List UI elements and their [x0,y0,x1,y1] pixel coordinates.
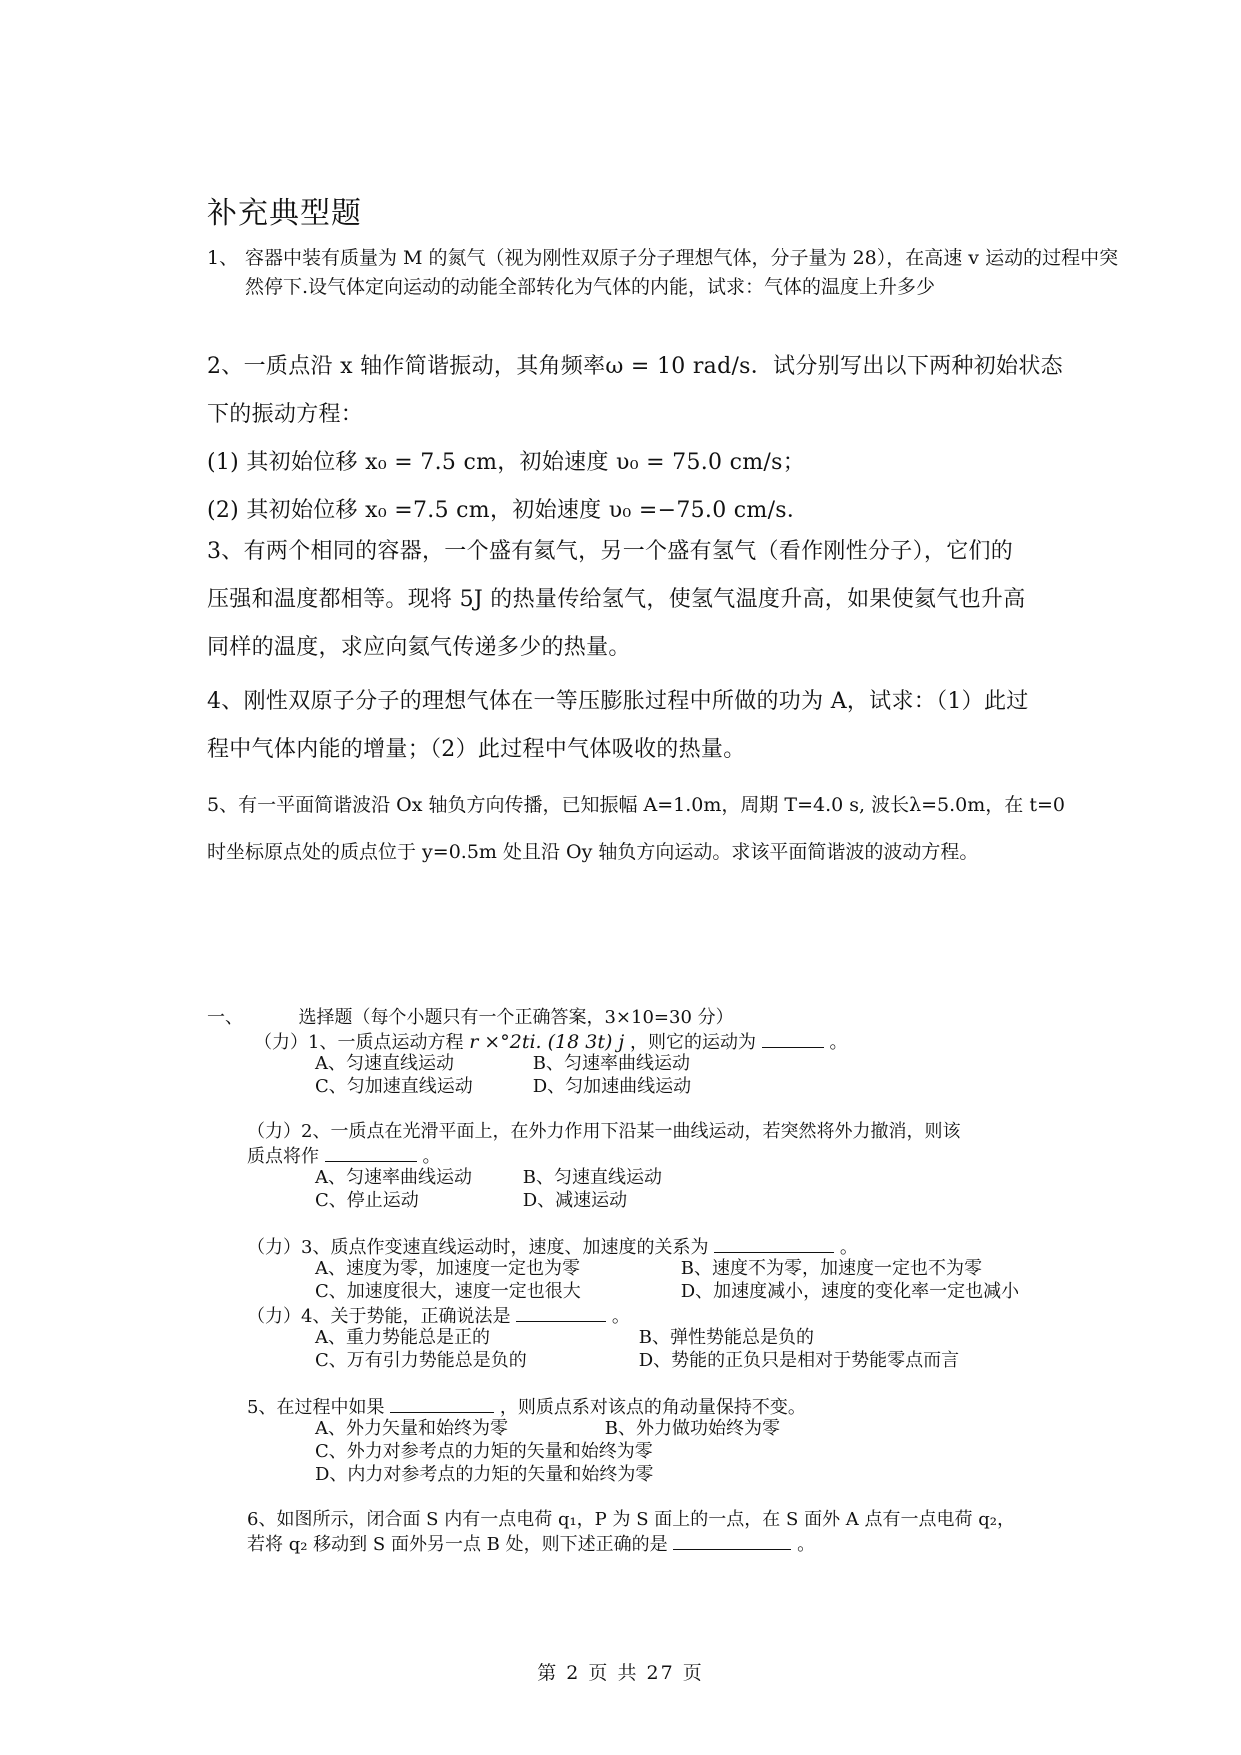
option-d: D、减速运动 [522,1190,628,1211]
option-a: A、匀速率曲线运动 [315,1167,472,1188]
answer-blank [714,1234,834,1253]
choice-question-5-stem: 5、在过程中如果 [247,1397,385,1418]
choice-question-5-option-c [207,1440,1127,1463]
choice-question-1 [207,1029,1127,1052]
question-4-line-2: 程中气体内能的增量；（2）此过程中气体吸收的热量。 [207,737,746,762]
option-a: A、匀速直线运动 [315,1053,454,1074]
section-heading-number: 一、 [207,1007,243,1028]
choice-question-4-options-row-1 [207,1326,1127,1349]
question-4 [207,678,1127,774]
question-2-case-2: (2) 其初始位移 x₀ =7.5 cm，初始速度 υ₀ =−75.0 cm/s． [207,498,810,523]
answer-blank [325,1143,417,1162]
answer-blank [762,1029,824,1048]
choice-question-1-options-row-1 [207,1052,1127,1075]
option-d: D、内力对参考点的力矩的矢量和始终为零 [315,1464,654,1485]
choice-question-2-stem: （力）2、一质点在光滑平面上，在外力作用下沿某一曲线运动，若突然将外力撤消，则该 [247,1121,961,1142]
multiple-choice-section [207,1006,1127,1554]
choice-question-3-options-row-2 [207,1280,1127,1303]
choice-question-4-end: 。 [611,1306,630,1327]
option-b: B、弹性势能总是负的 [638,1327,814,1348]
question-3-line-3: 同样的温度，求应向氦气传递多少的热量。 [207,635,631,660]
option-d: D、匀加速曲线运动 [532,1076,692,1097]
option-c: C、匀加速直线运动 [315,1076,473,1097]
question-5-line-1: 5、有一平面简谐波沿 Ox 轴负方向传播，已知振幅 A=1.0m，周期 T=4.0 s, 波长λ=5.0m，在 t=0 [207,794,1065,816]
choice-question-4 [207,1303,1127,1326]
answer-blank [390,1394,494,1413]
option-b: B、匀速直线运动 [522,1167,662,1188]
choice-question-1-end: 。 [829,1032,848,1053]
choice-question-2 [207,1120,1127,1143]
option-b: B、匀速率曲线运动 [532,1053,690,1074]
question-1-text: 容器中装有质量为 M 的氮气（视为刚性双原子分子理想气体，分子量为 28），在高速 v 运动的过程中突然停下.设气体定向运动的动能全部转化为气体的内能，试求：气体的温度上升多少 [245,247,1119,298]
choice-question-1-formula: r ×°2ti. (18 3t) j [469,1031,625,1053]
choice-question-4-stem: （力）4、关于势能，正确说法是 [247,1306,511,1327]
choice-question-2-options-row-2 [207,1189,1127,1212]
question-2-case-1: (1) 其初始位移 x₀ = 7.5 cm，初始速度 υ₀ = 75.0 cm/s； [207,450,806,475]
option-a: A、重力势能总是正的 [315,1327,490,1348]
choice-question-2-cont [207,1143,1127,1166]
choice-question-2-end: 。 [422,1146,441,1167]
choice-question-6-stem: 6、如图所示，闭合面 S 内有一点电荷 q₁，P 为 S 面上的一点，在 S 面外 A 点有一点电荷 q₂， [247,1509,1015,1530]
choice-question-1-options-row-2 [207,1075,1127,1098]
page-footer: 第 2 页 共 27 页 [537,1662,704,1684]
choice-question-2-options-row-1 [207,1166,1127,1189]
option-d: D、势能的正负只是相对于势能零点而言 [638,1350,960,1371]
choice-question-5 [207,1394,1127,1417]
option-b: B、外力做功始终为零 [604,1418,780,1439]
question-2-line-2: 下的振动方程： [207,402,364,427]
choice-question-5-options-row-1 [207,1417,1127,1440]
option-c: C、外力对参考点的力矩的矢量和始终为零 [315,1441,653,1462]
question-1-number: 1、 [207,247,239,269]
option-c: C、停止运动 [315,1190,419,1211]
choice-question-1-stem: （力）1、一质点运动方程 [254,1032,464,1053]
choice-question-4-options-row-2 [207,1349,1127,1372]
choice-question-2-stem-2: 质点将作 [247,1146,319,1167]
question-5-line-2: 时坐标原点处的质点位于 y=0.5m 处且沿 Oy 轴负方向运动。求该平面简谐波的波动方程。 [207,841,979,863]
option-c: C、加速度很大，速度一定也很大 [315,1281,581,1302]
choice-question-3-options-row-1 [207,1257,1127,1280]
choice-question-5-option-d [207,1463,1127,1486]
choice-question-6-cont [207,1531,1127,1554]
question-3-line-1: 3、有两个相同的容器，一个盛有氦气，另一个盛有氢气（看作刚性分子），它们的 [207,539,1014,564]
option-d: D、加速度减小，速度的变化率一定也减小 [680,1281,1020,1302]
choice-question-1-stem-end: ，则它的运动为 [630,1032,757,1053]
section-heading-text: 选择题（每个小题只有一个正确答案，3×10=30 分） [298,1007,734,1028]
choice-question-3-end: 。 [839,1237,858,1258]
page-title: 补充典型题 [207,196,362,231]
choice-question-3-stem: （力）3、质点作变速直线运动时，速度、加速度的关系为 [247,1237,709,1258]
answer-blank [516,1303,606,1322]
option-b: B、速度不为零，加速度一定也不为零 [680,1258,982,1279]
choice-question-6 [207,1508,1127,1531]
choice-question-3 [207,1234,1127,1257]
question-2-line-1: 2、一质点沿 x 轴作简谐振动，其角频率ω = 10 rad/s．试分别写出以下两种初始状态 [207,354,1063,379]
option-a: A、速度为零，加速度一定也为零 [315,1258,580,1279]
question-5 [207,782,1127,876]
choice-question-6-stem-2: 若将 q₂ 移动到 S 面外另一点 B 处，则下述正确的是 [247,1534,668,1555]
option-a: A、外力矢量和始终为零 [315,1418,508,1439]
choice-question-5-end: ，则质点系对该点的角动量保持不变。 [499,1397,806,1418]
question-1 [207,244,1127,302]
section-heading [207,1006,1127,1029]
answer-blank [673,1531,791,1550]
choice-question-6-end: 。 [797,1534,816,1555]
question-3-line-2: 压强和温度都相等。现将 5J 的热量传给氢气，使氢气温度升高，如果使氦气也升高 [207,587,1026,612]
question-2 [207,343,1127,535]
question-3 [207,528,1127,672]
question-4-line-1: 4、刚性双原子分子的理想气体在一等压膨胀过程中所做的功为 A，试求：（1）此过 [207,689,1029,714]
option-c: C、万有引力势能总是负的 [315,1350,527,1371]
